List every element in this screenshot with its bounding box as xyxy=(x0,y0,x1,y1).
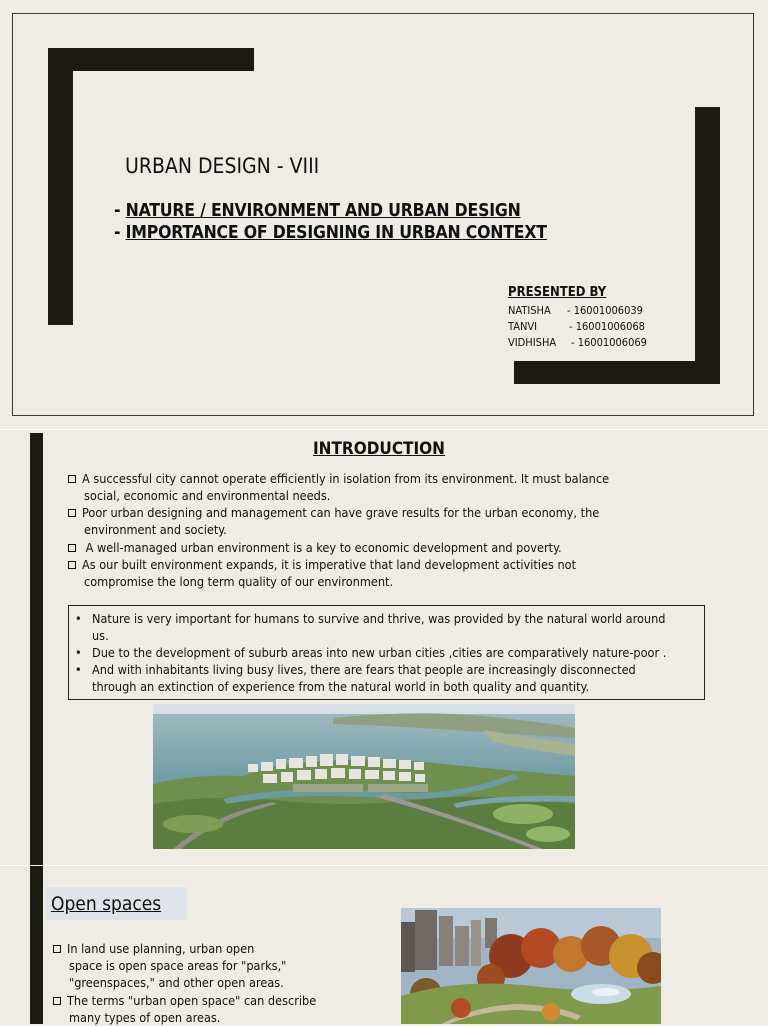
bullet-line: space is open space areas for "parks," xyxy=(69,958,287,973)
presenter-name: VIDHISHA xyxy=(508,336,557,349)
presenter-id: - 16001006039 xyxy=(567,304,643,317)
corner-bar-top xyxy=(48,48,254,71)
bullet-line: Poor urban designing and management can have grave results for the urban economy, the xyxy=(82,505,600,520)
subtitle-1-prefix: - xyxy=(114,201,126,221)
corner-bar-left xyxy=(48,48,73,325)
corner-bar-bottom xyxy=(514,361,720,384)
bullet-line: In land use planning, urban open xyxy=(67,941,255,956)
bullet-line: A well-managed urban environment is a key to economic development and poverty. xyxy=(82,540,562,555)
presentation-title: URBAN DESIGN - VIII xyxy=(125,154,320,178)
bullet-dot-icon: • xyxy=(75,611,82,626)
intro-bullet xyxy=(68,556,576,573)
bullet-line: "greenspaces," and other open areas. xyxy=(69,975,284,990)
slide-divider xyxy=(0,429,768,430)
presenter-name: TANVI xyxy=(508,320,538,333)
checkbox-bullet-icon xyxy=(68,561,76,569)
box-point-line: through an extinction of experience from the natural world in both quality and quantity. xyxy=(92,679,590,694)
slide-left-strip xyxy=(30,433,43,865)
slide-left-strip xyxy=(30,866,43,1024)
checkbox-bullet-icon xyxy=(68,544,76,552)
box-point-line: And with inhabitants living busy lives, there are fears that people are increasingly disconnected xyxy=(92,662,636,677)
bullet-line: environment and society. xyxy=(84,522,227,537)
subtitle-2-prefix: - xyxy=(114,223,126,243)
slide-divider xyxy=(0,865,768,866)
nature-points-box xyxy=(68,605,705,700)
presenter-id: - 16001006068 xyxy=(569,320,645,333)
bullet-line: The terms "urban open space" can describe xyxy=(67,993,317,1008)
introduction-title: INTRODUCTION xyxy=(313,439,445,459)
presenter-name: NATISHA xyxy=(508,304,551,317)
open-spaces-bullet xyxy=(53,940,254,957)
open-spaces-title: Open spaces xyxy=(51,893,162,915)
bullet-dot-icon: • xyxy=(75,662,82,677)
aerial-city-image xyxy=(153,704,575,849)
bullet-line: compromise the long term quality of our environment. xyxy=(84,574,394,589)
bullet-line: A successful city cannot operate efficiently in isolation from its environment. It must balance xyxy=(82,471,610,486)
subtitle-1-text: NATURE / ENVIRONMENT AND URBAN DESIGN xyxy=(125,201,521,221)
subtitle-2 xyxy=(114,223,547,243)
corner-bar-right xyxy=(695,107,720,384)
box-point-line: us. xyxy=(92,628,109,643)
checkbox-bullet-icon xyxy=(68,509,76,517)
bullet-dot-icon: • xyxy=(75,645,82,660)
urban-park-image xyxy=(401,908,661,1024)
bullet-line: social, economic and environmental needs. xyxy=(84,488,331,503)
checkbox-bullet-icon xyxy=(53,997,61,1005)
bullet-line: many types of open areas. xyxy=(69,1010,221,1025)
checkbox-bullet-icon xyxy=(53,945,61,953)
intro-bullet xyxy=(68,504,599,521)
subtitle-2-text: IMPORTANCE OF DESIGNING IN URBAN CONTEXT xyxy=(125,223,547,243)
presenter-id: - 16001006069 xyxy=(571,336,647,349)
intro-bullet xyxy=(68,539,562,556)
checkbox-bullet-icon xyxy=(68,475,76,483)
title-slide xyxy=(12,13,754,416)
open-spaces-title-box xyxy=(45,887,187,920)
box-point-line: Nature is very important for humans to survive and thrive, was provided by the natural world around xyxy=(92,611,666,626)
presented-by-label: PRESENTED BY xyxy=(508,285,607,300)
subtitle-1 xyxy=(114,201,521,221)
box-point-line: Due to the development of suburb areas into new urban cities ,cities are comparatively nature-poor . xyxy=(92,645,667,660)
open-spaces-bullet xyxy=(53,992,316,1009)
intro-bullet xyxy=(68,470,609,487)
bullet-line: As our built environment expands, it is imperative that land development activities not xyxy=(82,557,577,572)
